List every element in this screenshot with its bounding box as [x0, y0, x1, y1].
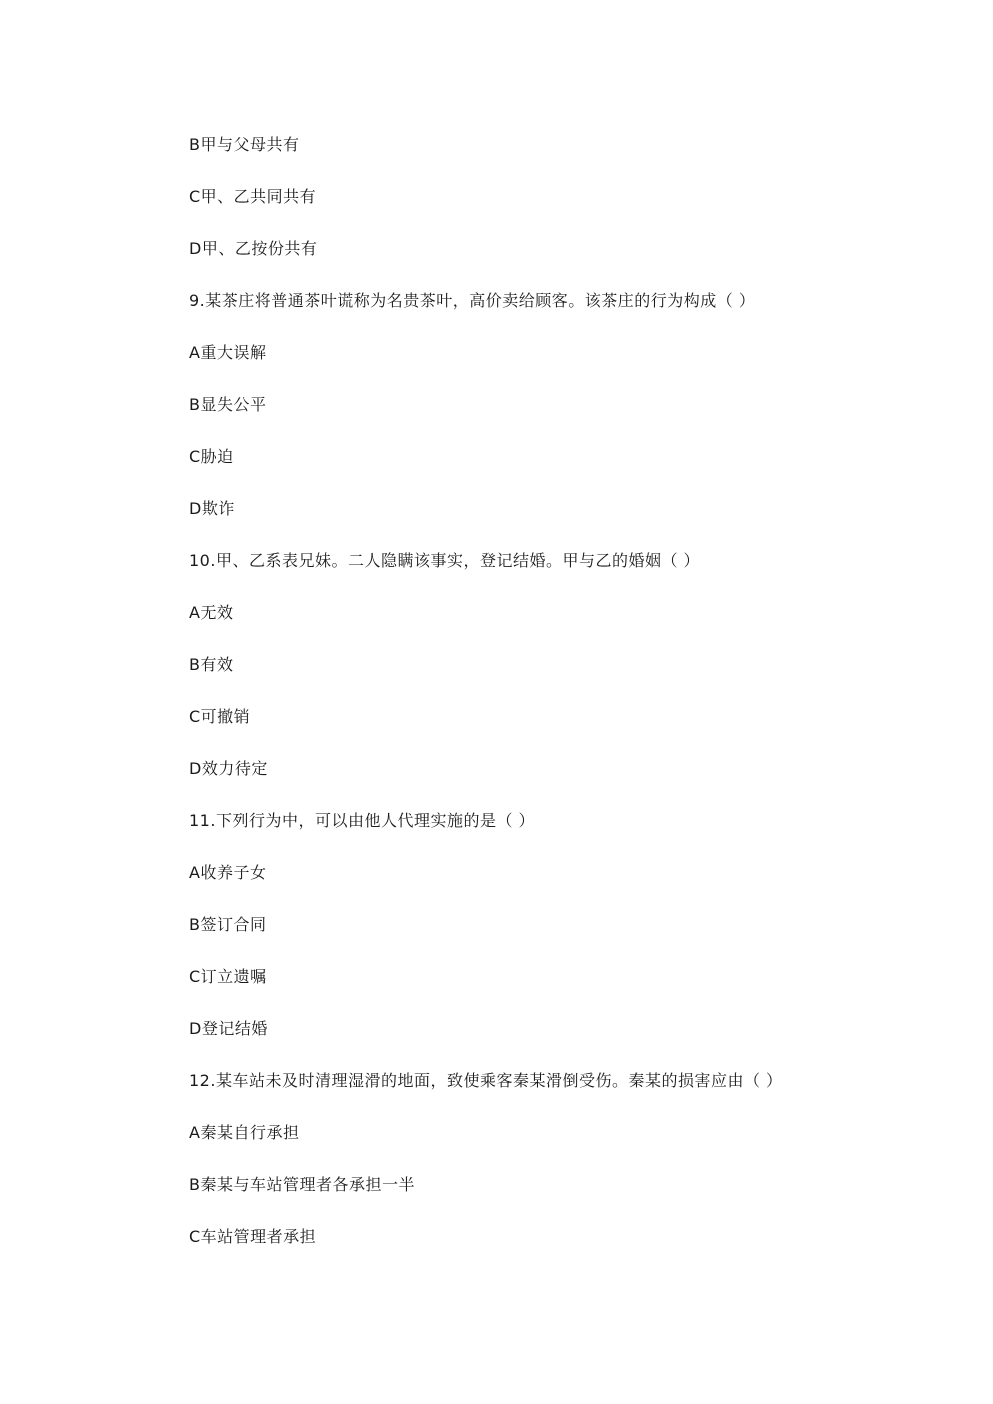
option-9b: B显失公平 [189, 395, 267, 414]
option-12a: A秦某自行承担 [189, 1123, 300, 1142]
question-10: 10.甲、乙系表兄妹。二人隐瞒该事实，登记结婚。甲与乙的婚姻（ ） [189, 551, 701, 570]
option-10d: D效力待定 [189, 759, 268, 778]
option-8d: D甲、乙按份共有 [189, 239, 318, 258]
option-10b: B有效 [189, 655, 234, 674]
option-9c: C胁迫 [189, 447, 234, 466]
option-11a: A收养子女 [189, 863, 267, 882]
option-9a: A重大误解 [189, 343, 267, 362]
option-10a: A无效 [189, 603, 234, 622]
option-8c: C甲、乙共同共有 [189, 187, 317, 206]
option-10c: C可撤销 [189, 707, 251, 726]
question-11: 11.下列行为中，可以由他人代理实施的是（ ） [189, 811, 536, 830]
option-8b: B甲与父母共有 [189, 135, 300, 154]
option-11b: B签订合同 [189, 915, 267, 934]
option-11d: D登记结婚 [189, 1019, 268, 1038]
option-12c: C车站管理者承担 [189, 1227, 317, 1246]
question-9: 9.某茶庄将普通茶叶谎称为名贵茶叶，高价卖给顾客。该茶庄的行为构成（ ） [189, 291, 756, 310]
option-9d: D欺诈 [189, 499, 235, 518]
option-12b: B秦某与车站管理者各承担一半 [189, 1175, 415, 1194]
question-12: 12.某车站未及时清理湿滑的地面，致使乘客秦某滑倒受伤。秦某的损害应由（ ） [189, 1071, 783, 1090]
option-11c: C订立遗嘱 [189, 967, 267, 986]
